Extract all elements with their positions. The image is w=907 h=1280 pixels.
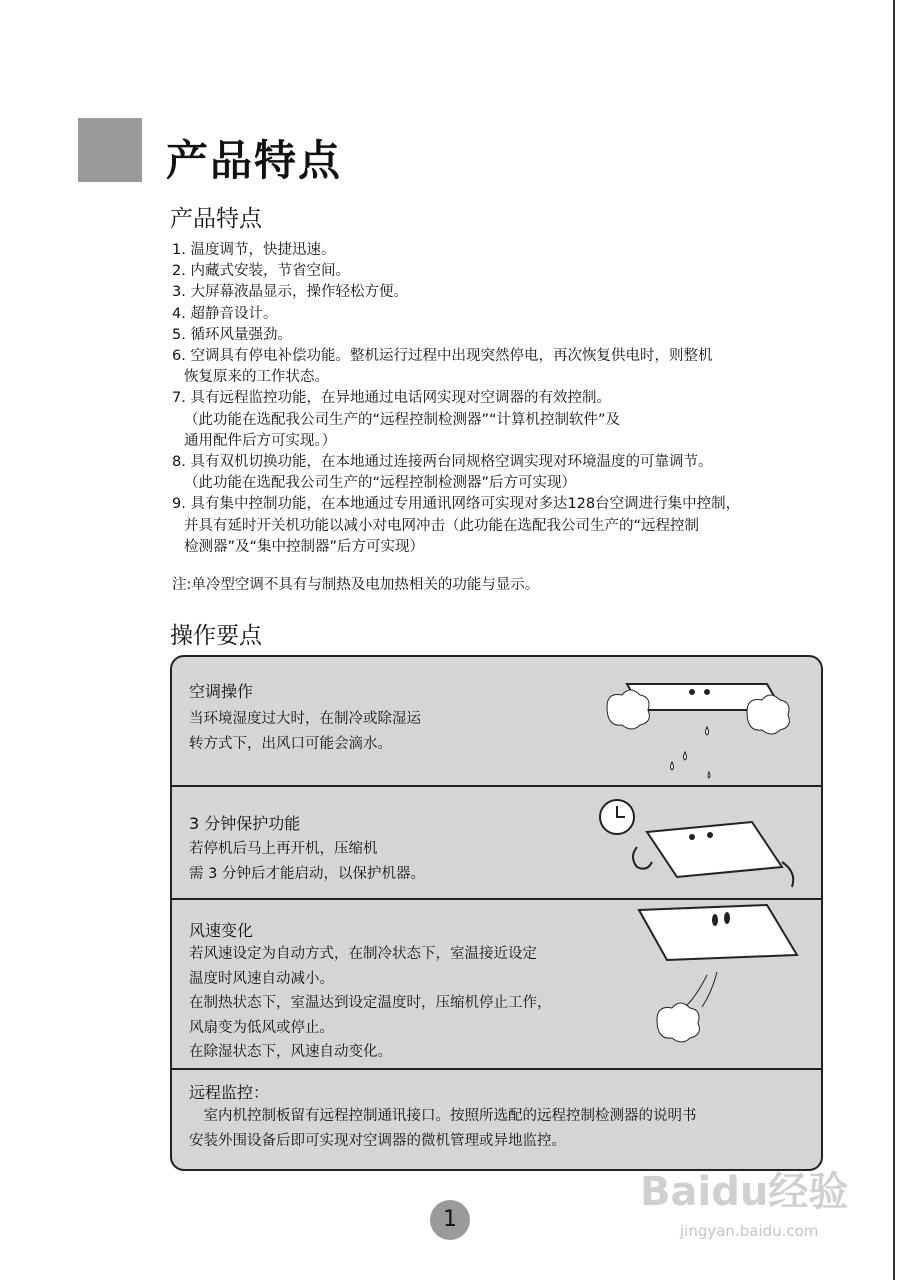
features-heading: 产品特点 <box>170 206 262 232</box>
list-item-cont: 恢复原来的工作状态。 <box>184 369 329 386</box>
block-body: 当环境湿度过大时，在制冷或除湿运 转方式下，出风口可能会滴水。 <box>189 711 421 752</box>
list-item: 5. 循环风量强劲。 <box>172 326 292 343</box>
list-item: 4. 超静音设计。 <box>172 305 278 322</box>
list-item: 3. 大屏幕液晶显示，操作轻松方便。 <box>172 284 408 301</box>
list-item-cont: 通用配件后方可实现。） <box>184 432 337 449</box>
list-item-cont: （此功能在选配我公司生产的“远程控制检测器”后方可实现） <box>184 475 577 492</box>
block-title: 3 分钟保护功能 <box>189 814 301 833</box>
clock-unit-illustration <box>592 792 812 897</box>
block-body: 若停机后马上再开机，压缩机 需 3 分钟后才能启动，以保护机器。 <box>189 841 425 882</box>
dripping-unit-illustration <box>597 662 817 782</box>
baidu-watermark-logo: Baidu经验 <box>640 1169 849 1215</box>
title-marker <box>78 118 142 182</box>
features-list <box>172 240 832 558</box>
list-item: 2. 内藏式安装，节省空间。 <box>172 263 350 280</box>
list-item-cont: 并具有延时开关机功能以减小对电网冲击（此功能在选配我公司生产的“远程控制 <box>184 517 700 534</box>
operation-box <box>170 655 823 1171</box>
list-item: 1. 温度调节，快捷迅速。 <box>172 242 336 258</box>
block-remote-monitoring <box>172 1070 821 1169</box>
operation-heading: 操作要点 <box>170 623 262 649</box>
list-item-cont: （此功能在选配我公司生产的“远程控制检测器”“计算机控制软件”及 <box>184 411 621 428</box>
block-body: 室内机控制板留有远程控制通讯接口。按照所选配的远程控制检测器的说明书 安装外围设备后即可实现对空调器的微机管理或异地监控。 <box>189 1108 697 1149</box>
block-ac-operation <box>172 657 821 787</box>
list-item: 6. 空调具有停电补偿功能。整机运行过程中出现突然停电，再次恢复供电时，则整机 <box>172 348 713 365</box>
block-fan-speed <box>172 900 821 1070</box>
block-body: 若风速设定为自动方式，在制冷状态下，室温接近设定 温度时风速自动减小。 在制热状态下，室温达到设定温度时，压缩机停止工作， 风扇变为低风或停止。 在除湿状态下，风速自动变化。 <box>189 946 552 1060</box>
list-item-cont: 检测器”及“集中控制器”后方可实现） <box>184 538 425 555</box>
list-item: 7. 具有远程监控功能，在异地通过电话网实现对空调器的有效控制。 <box>172 390 611 407</box>
note: 注:单冷型空调不具有与制热及电加热相关的功能与显示。 <box>172 577 540 593</box>
block-title: 远程监控： <box>189 1083 270 1102</box>
page-title: 产品特点 <box>166 136 343 185</box>
page-edge-line <box>893 0 895 1280</box>
block-title: 风速变化 <box>189 921 254 940</box>
fan-unit-illustration <box>627 900 817 1065</box>
block-3min-protection <box>172 787 821 900</box>
baidu-watermark-url: jingyan.baidu.com <box>680 1222 819 1240</box>
page-number: 1 <box>430 1200 470 1240</box>
list-item: 9. 具有集中控制功能，在本地通过专用通讯网络可实现对多达128台空调进行集中控制， <box>172 496 741 513</box>
block-title: 空调操作 <box>189 682 254 701</box>
list-item: 8. 具有双机切换功能，在本地通过连接两台同规格空调实现对环境温度的可靠调节。 <box>172 454 713 471</box>
